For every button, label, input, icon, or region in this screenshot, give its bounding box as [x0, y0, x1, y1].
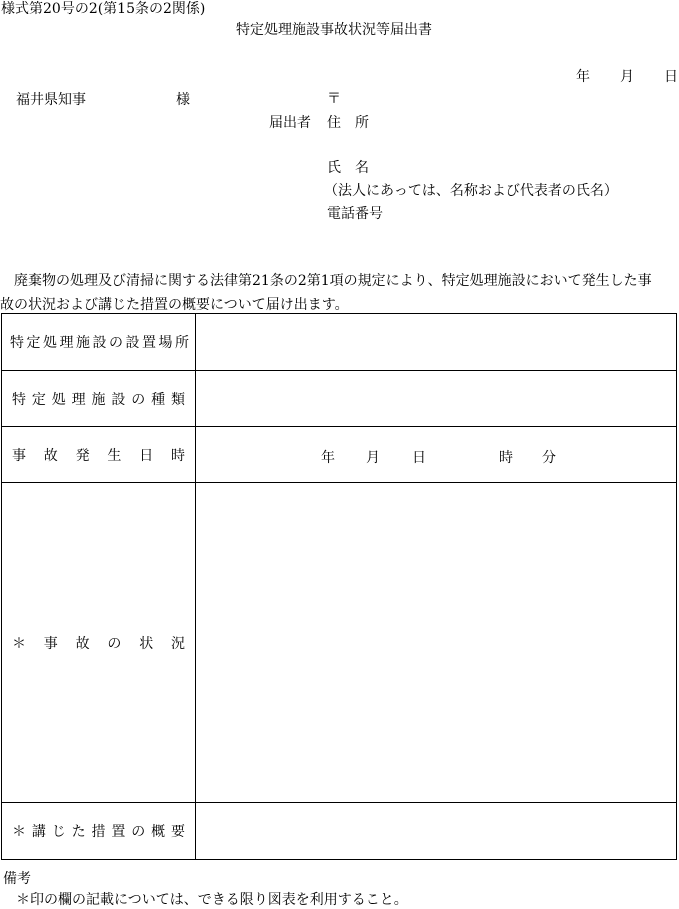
label-char: 時 — [170, 447, 185, 464]
table-row — [2, 314, 677, 371]
addressee-name: 福井県知事 — [16, 92, 86, 108]
label-char: 設 — [125, 335, 140, 351]
label-char: 置 — [142, 335, 156, 351]
label-char: 況 — [170, 635, 185, 652]
label-char: 所 — [175, 335, 189, 351]
label-char: 理 — [59, 335, 74, 351]
label-text — [2, 445, 195, 465]
label-char: ＊ — [12, 635, 26, 652]
label-char: 故 — [75, 635, 90, 652]
label-char: 要 — [171, 824, 185, 840]
label-char: 状 — [139, 635, 154, 652]
name-label: 氏 名 — [327, 160, 369, 176]
label-char: 類 — [171, 391, 185, 408]
label-char: じ — [51, 824, 66, 840]
label-char: た — [71, 824, 86, 840]
label-text — [2, 821, 195, 841]
datetime-unit: 年 — [321, 449, 335, 466]
addressee-honorific: 様 — [176, 92, 190, 108]
date-year: 年 — [576, 69, 590, 85]
datetime-unit: 分 — [542, 449, 556, 466]
accident-datetime-field[interactable] — [196, 427, 677, 483]
label-char: 定 — [26, 335, 41, 351]
label-char: 種 — [151, 391, 166, 408]
label-char: 講 — [31, 824, 46, 840]
label-char: 施 — [76, 335, 90, 351]
label-char: 設 — [111, 391, 126, 408]
label-char: 事 — [43, 635, 58, 652]
facility-type-label — [2, 371, 196, 427]
datetime-unit: 日 — [412, 449, 426, 466]
label-char: 事 — [12, 447, 26, 464]
date-day: 日 — [664, 69, 678, 85]
label-char: 生 — [107, 447, 122, 464]
accident-status-label — [2, 483, 196, 803]
notes-heading: 備考 — [3, 871, 31, 887]
label-char: 置 — [111, 824, 126, 840]
document-title: 特定処理施設事故状況等届出書 — [236, 22, 432, 38]
phone-label: 電話番号 — [327, 206, 383, 222]
declaration-line-2: 故の状況および講じた措置の概要について届け出ます。 — [0, 297, 349, 313]
datetime-unit: 月 — [366, 449, 380, 466]
label-char: ＊ — [12, 824, 26, 840]
label-char: の — [131, 391, 146, 408]
table-row — [2, 371, 677, 427]
declaration-line-1: 廃棄物の処理及び清掃に関する法律第21条の2第1項の規定により、特定処理施設において発生した事 — [14, 273, 652, 289]
label-char: 処 — [43, 335, 57, 351]
label-char: 発 — [75, 447, 90, 464]
label-text — [2, 389, 195, 409]
measures-summary-label — [2, 803, 196, 860]
facility-location-label — [2, 314, 196, 371]
label-char: 特 — [10, 335, 24, 351]
label-char: の — [107, 635, 122, 652]
label-char: 日 — [139, 447, 154, 464]
label-char: 特 — [12, 391, 26, 408]
label-text — [2, 332, 195, 352]
label-char: 処 — [51, 391, 66, 408]
label-char: 設 — [92, 335, 107, 351]
table-row — [2, 803, 677, 860]
report-table — [1, 313, 677, 860]
notes-item-1: ＊印の欄の記載については、できる限り図表を利用すること。 — [16, 892, 408, 908]
label-char: 故 — [43, 447, 58, 464]
form-number: 様式第20号の2(第15条の2関係) — [1, 1, 206, 17]
accident-datetime-label — [2, 427, 196, 483]
facility-location-field[interactable] — [196, 314, 677, 371]
label-char: 概 — [151, 824, 166, 840]
measures-summary-field[interactable] — [196, 803, 677, 860]
corporation-note: （法人にあっては、名称および代表者の氏名） — [324, 183, 618, 199]
facility-type-field[interactable] — [196, 371, 677, 427]
label-char: 施 — [91, 391, 106, 408]
label-char: の — [131, 824, 146, 840]
label-char: 措 — [91, 824, 106, 840]
label-char: 場 — [158, 335, 173, 351]
date-month: 月 — [620, 69, 634, 85]
table-row — [2, 483, 677, 803]
label-char: 定 — [31, 391, 46, 408]
label-char: の — [109, 335, 123, 351]
applicant-role: 届出者 — [269, 115, 311, 131]
label-char: 理 — [71, 391, 86, 408]
datetime-unit: 時 — [499, 449, 513, 466]
label-text — [2, 633, 195, 653]
table-row — [2, 427, 677, 483]
address-label: 住 所 — [327, 115, 369, 131]
accident-status-field[interactable] — [196, 483, 677, 803]
declaration-paragraph — [0, 269, 679, 317]
postal-mark: 〒 — [327, 91, 341, 107]
